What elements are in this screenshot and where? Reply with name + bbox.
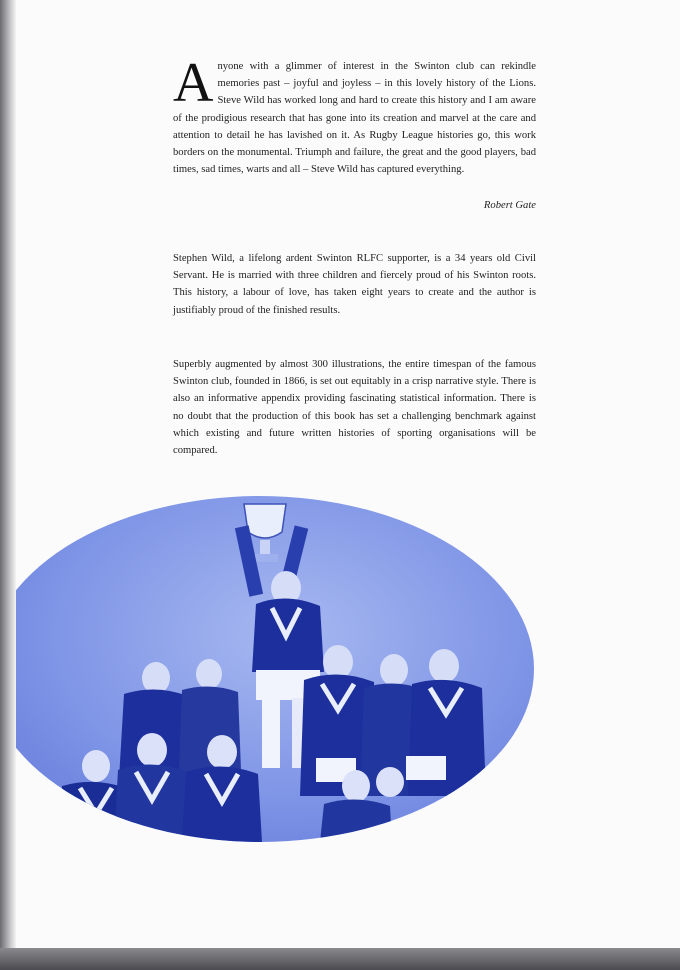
endorsement-attribution: Robert Gate xyxy=(483,200,536,211)
endorsement-text: nyone with a glimmer of interest in the Swinton club can rekindle memories past – joyful and joyless – in this lovely history of the Lions. Steve Wild has worked long and hard to create this history and I am aware of the prodigious research that has gone into its creation and marvel at the care and attention to detail he has lavished on it. As Rugby League histories go, this work borders on the monumental. Triumph and failure, the great and the good players, bad times, sad times, warts and all – Steve Wild has captured everything. xyxy=(173,61,536,176)
endorsement-paragraph xyxy=(173,52,536,178)
team-celebration-illustration xyxy=(16,496,534,842)
page-bottom-edge xyxy=(0,948,680,970)
page-edge-shadow xyxy=(0,0,16,948)
back-cover-page xyxy=(16,0,680,948)
team-photo-oval xyxy=(16,496,534,842)
author-bio-paragraph: Stephen Wild, a lifelong ardent Swinton RLFC supporter, is a 34 years old Civil Servant. He is married with three children and fiercely proud of his Swinton roots. This history, a labour of love, has taken eight years to create and the author is justifiably proud of the finished results. xyxy=(173,253,536,316)
drop-cap: A xyxy=(173,52,214,114)
book-summary-paragraph: Superbly augmented by almost 300 illustrations, the entire timespan of the famous Swinton club, founded in 1866, is set out equitably in a crisp narrative style. There is also an informative appendix providing fascinating statistical information. There is no doubt that the production of this book has set a challenging benchmark against which existing and future written histories of sporting organisations will be compared. xyxy=(173,359,536,457)
